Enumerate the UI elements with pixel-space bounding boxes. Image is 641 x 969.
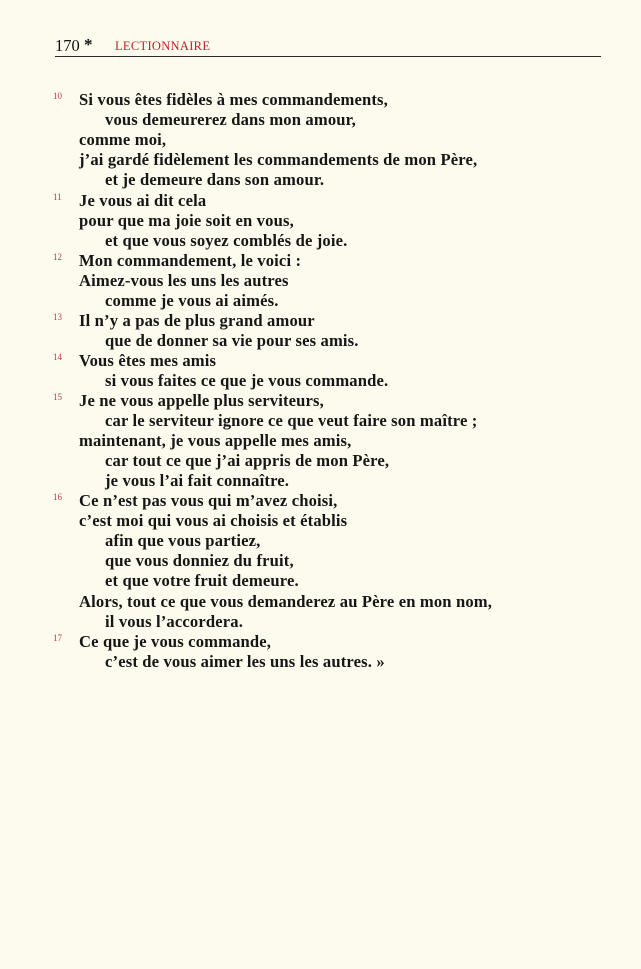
verse-number: 14 (53, 352, 62, 362)
text-line: Aimez-vous les uns les autres (79, 271, 289, 290)
text-line: et que votre fruit demeure. (105, 571, 299, 590)
text-line: je vous l’ai fait connaître. (105, 471, 290, 490)
verse-number: 16 (53, 492, 62, 502)
verse-number: 17 (53, 633, 62, 643)
text-line: il vous l’accordera. (105, 612, 244, 631)
text-line: c’est moi qui vous ai choisis et établis (79, 511, 348, 530)
page-header (55, 36, 601, 57)
running-title: LECTIONNAIRE (115, 39, 211, 53)
verse-number: 12 (53, 252, 62, 262)
verse-number: 15 (53, 392, 62, 402)
text-line: Il n’y a pas de plus grand amour (79, 311, 315, 330)
text-line: comme moi, (79, 130, 167, 149)
text-line: Ce n’est pas vous qui m’avez choisi, (79, 491, 338, 510)
text-line: afin que vous partiez, (105, 531, 261, 550)
text-line: et je demeure dans son amour. (105, 170, 325, 189)
text-line: car le serviteur ignore ce que veut faire son maître ; (105, 411, 478, 430)
text-line: car tout ce que j’ai appris de mon Père, (105, 451, 390, 470)
text-line: que vous donniez du fruit, (105, 551, 294, 570)
text-line: Alors, tout ce que vous demanderez au Père en mon nom, (79, 592, 493, 611)
page-number: 170 (55, 36, 80, 55)
text-line: Mon commandement, le voici : (79, 251, 302, 270)
text-line: Vous êtes mes amis (79, 351, 217, 370)
verse-number: 13 (53, 312, 62, 322)
star-mark: * (84, 35, 93, 54)
text-line: c’est de vous aimer les uns les autres. » (105, 652, 385, 671)
verse-number: 11 (53, 192, 62, 202)
text-line: Ce que je vous commande, (79, 632, 272, 651)
text-line: pour que ma joie soit en vous, (79, 211, 294, 230)
text-line: si vous faites ce que je vous commande. (105, 371, 389, 390)
verse-number: 10 (53, 91, 62, 101)
text-line: Je ne vous appelle plus serviteurs, (79, 391, 324, 410)
text-line: comme je vous ai aimés. (105, 291, 279, 310)
text-line: Si vous êtes fidèles à mes commandements, (79, 90, 388, 109)
text-line: et que vous soyez comblés de joie. (105, 231, 348, 250)
text-line: j’ai gardé fidèlement les commandements de mon Père, (79, 150, 478, 169)
text-line: vous demeurerez dans mon amour, (105, 110, 356, 129)
text-line: que de donner sa vie pour ses amis. (105, 331, 359, 350)
text-line: Je vous ai dit cela (79, 191, 207, 210)
text-line: maintenant, je vous appelle mes amis, (79, 431, 352, 450)
